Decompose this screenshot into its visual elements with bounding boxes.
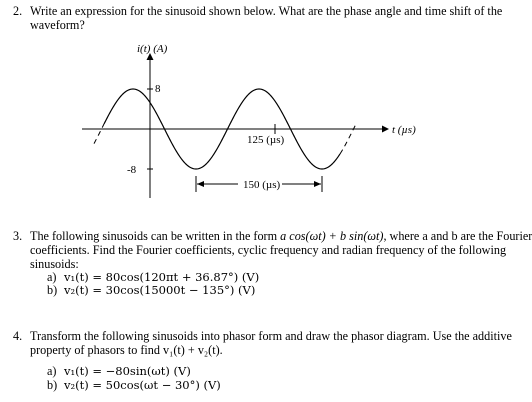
problem-3-line1 [30, 229, 532, 243]
y-tick-8-label: 8 [155, 83, 161, 95]
problem-4-item-a: v₁(t) = −80sin(ωt) (V) [64, 364, 191, 378]
x-axis-arrow-icon [382, 126, 389, 133]
problem-3-item-b: v₂(t) = 30cos(15000t − 135°) (V) [64, 283, 256, 297]
problem-3-text-line1a: The following sinusoids can be written in the form [30, 229, 278, 243]
period-label: 150 (µs) [243, 179, 281, 191]
problem-3-text-line2: coefficients. Find the Fourier coefficients, cyclic frequency and radian frequency of the following [30, 243, 507, 257]
problem-3-text-line1b: , where a and b are the Fourier [383, 229, 532, 243]
y-tick-neg8-label: -8 [127, 164, 137, 176]
problem-3-number: 3. [13, 229, 23, 243]
period-arrow-left-icon [197, 181, 204, 187]
problem-4-item-b: v₂(t) = 50cos(ωt − 30°) (V) [64, 378, 221, 392]
period-arrow-right-icon [314, 181, 321, 187]
problem-3-item-a: v₁(t) = 80cos(120πt + 36.87°) (V) [64, 270, 260, 284]
problem-4-text-line2: property of phasors to find v₁(t) + v₂(t). [30, 343, 223, 357]
y-axis-label: i(t) (A) [137, 43, 168, 55]
problem-4-number: 4. [13, 329, 23, 343]
x-tick-125-label: 125 (µs) [247, 134, 285, 146]
fourier-form-expression: a cos(ωt) + b sin(ωt) [280, 229, 384, 243]
problem-2-text-line1: Write an expression for the sinusoid shown below. What are the phase angle and time shift of the [30, 4, 503, 18]
problem-3-item-a-label: a) [47, 270, 57, 284]
problem-3-text-line3: sinusoids: [30, 257, 79, 271]
x-axis-label: t (µs) [392, 124, 416, 136]
problem-2-number: 2. [13, 4, 23, 18]
sinusoid-figure [0, 0, 474, 210]
problem-2-text-line2: waveform? [30, 18, 85, 32]
problem-4-item-a-label: a) [47, 364, 57, 378]
curve-dashed-left [94, 124, 104, 144]
problem-4-text-line1: Transform the following sinusoids into phasor form and draw the phasor diagram. Use the additive [30, 329, 512, 343]
problem-3-item-b-label: b) [47, 283, 58, 297]
problem-4-item-b-label: b) [47, 378, 58, 392]
